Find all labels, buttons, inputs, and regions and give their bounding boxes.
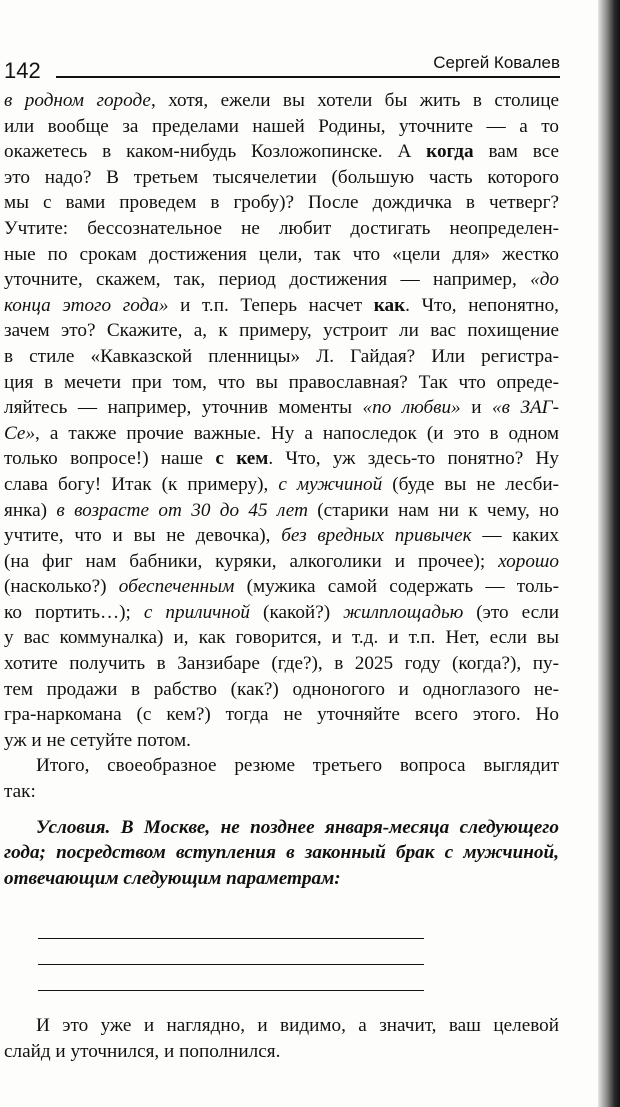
text-span: и т.п. Теперь насчет: [168, 294, 374, 316]
text-span: окажетесь в каком-нибудь Козложопинске. А: [4, 141, 427, 163]
italic-phrase: конца этого года»: [4, 294, 169, 316]
italic-phrase: в родном городе: [4, 90, 151, 111]
text-span: уточните, скажем, так, период достижения — например,: [4, 269, 531, 291]
text-line: или вообще за пределами нашей Родины, уточните — а то: [4, 115, 559, 137]
body-text: [4, 88, 559, 1065]
text-span: , хотя, ежели вы хотели бы жить в столице: [150, 90, 559, 111]
text-line: [4, 600, 559, 626]
text-line: Итого, своеобразное резюме третьего вопроса выглядит: [36, 755, 559, 777]
italic-phrase: с приличной: [143, 601, 251, 623]
bold-word: как: [373, 294, 406, 316]
text-span: , а также прочие важные. Ну а напоследок (и это в одном: [35, 422, 559, 444]
text-span: (на фиг нам бабники, куряки, алкоголики и прочее);: [4, 550, 499, 572]
text-line: слайд и уточнился, и пополнился.: [4, 1041, 281, 1062]
text-line: в стиле «Кавказской пленницы» Л. Гайдая? Или регистра-: [4, 345, 559, 367]
bold-word: с кем: [215, 448, 269, 470]
text-span: . В Москве, не позднее января-месяца следующего: [105, 816, 559, 838]
text-line: [4, 395, 559, 421]
text-line: зачем это? Скажите, а, к примеру, устроит ли вас похищение: [4, 320, 559, 342]
paragraph-main: [4, 88, 559, 753]
paragraph-summary: [4, 753, 559, 804]
text-span: . Что, непонятно,: [405, 294, 559, 316]
italic-phrase: в возрасте от 30 до 45 лет: [56, 499, 308, 521]
paragraph-final: [4, 1013, 559, 1064]
page-number: 142: [4, 58, 41, 83]
text-line: отвечающим следующим параметрам:: [4, 867, 341, 889]
text-line: [4, 472, 559, 498]
text-line: уж и не сетуйте потом.: [4, 729, 191, 751]
text-line: ные по срокам достижения цели, так что «цели для» жестко: [4, 243, 559, 265]
conditions-block: [4, 815, 559, 892]
text-line: это надо? В третьем тысячелетии (большую часть которого: [4, 166, 559, 188]
text-line: так:: [4, 781, 36, 803]
text-line: гра-наркомана (с кем?) тогда не уточняйте всего этого. Но: [4, 704, 559, 726]
text-line: у вас коммуналка) и, как говорится, и т.д. и т.п. Нет, если вы: [4, 627, 559, 649]
italic-phrase: жилплощадью: [343, 601, 464, 623]
text-span: ляйтесь — например, уточнив моменты: [4, 397, 363, 419]
text-line: [4, 446, 559, 472]
text-line: [4, 498, 559, 524]
text-line: тем продажи в рабство (как?) одноногого и одноглазого не-: [4, 678, 559, 700]
italic-phrase: «по любви»: [362, 397, 461, 419]
text-span: — каких: [471, 525, 559, 547]
text-line: [4, 523, 559, 549]
fill-in-blanks: [38, 913, 559, 991]
running-header-author: Сергей Ковалев: [427, 54, 560, 72]
text-line: хотите получить в Занзибаре (где?), в 2025 году (когда?), пу-: [4, 653, 559, 675]
text-span: учтите, что и вы не девочка),: [4, 525, 282, 547]
book-spine-shadow: [598, 0, 620, 1107]
italic-phrase: «в ЗАГ-: [492, 397, 559, 419]
text-span: ко портить…);: [4, 601, 144, 623]
text-line: И это уже и наглядно, и видимо, а значит, ваш целевой: [36, 1015, 559, 1037]
text-span: слава богу! Итак (к примеру),: [4, 473, 279, 495]
running-header: [4, 54, 560, 84]
text-line: [4, 421, 559, 447]
text-line: мы с вами проведем в гробу)? После дождичка в четверг?: [4, 192, 559, 214]
text-span: (насколько?): [4, 576, 119, 598]
text-line: [4, 549, 559, 575]
italic-phrase: Се»: [4, 422, 36, 444]
blank-line: [38, 939, 424, 965]
text-line: ция в мечети при том, что вы православная? Так что опреде-: [4, 371, 559, 393]
text-span: янка): [4, 499, 57, 521]
bold-word: когда: [426, 141, 474, 163]
conditions-label: Условия: [36, 816, 106, 838]
text-line: [4, 139, 559, 165]
text-span: (какой?): [250, 601, 344, 623]
blank-line: [38, 913, 424, 939]
text-span: (старики нам ни к чему, но: [307, 499, 559, 521]
text-line: [4, 574, 559, 600]
text-span: только вопросе!) наше: [4, 448, 216, 470]
italic-phrase: обеспеченным: [118, 576, 235, 598]
header-rule: [56, 76, 560, 78]
text-span: (мужика самой содержать — толь-: [234, 576, 559, 598]
italic-phrase: хорошо: [498, 550, 559, 572]
italic-phrase: «до: [530, 269, 559, 291]
text-span: (это если: [463, 601, 559, 623]
italic-phrase: без вредных привычек: [281, 525, 472, 547]
text-line: года; посредством вступления в законный брак с мужчиной,: [4, 842, 559, 864]
text-line: [36, 815, 559, 841]
blank-line: [38, 965, 424, 991]
text-span: вам все: [473, 141, 559, 163]
text-span: и: [460, 397, 492, 419]
text-line: [4, 267, 559, 293]
text-span: . Что, уж здесь-то понятно? Ну: [268, 448, 559, 470]
italic-phrase: с мужчиной: [278, 473, 383, 495]
text-line: [4, 88, 559, 114]
text-line: [4, 293, 559, 319]
text-line: Учтите: бессознательное не любит достигать неопределен-: [4, 217, 559, 239]
text-span: (буде вы не лесби-: [382, 473, 559, 495]
